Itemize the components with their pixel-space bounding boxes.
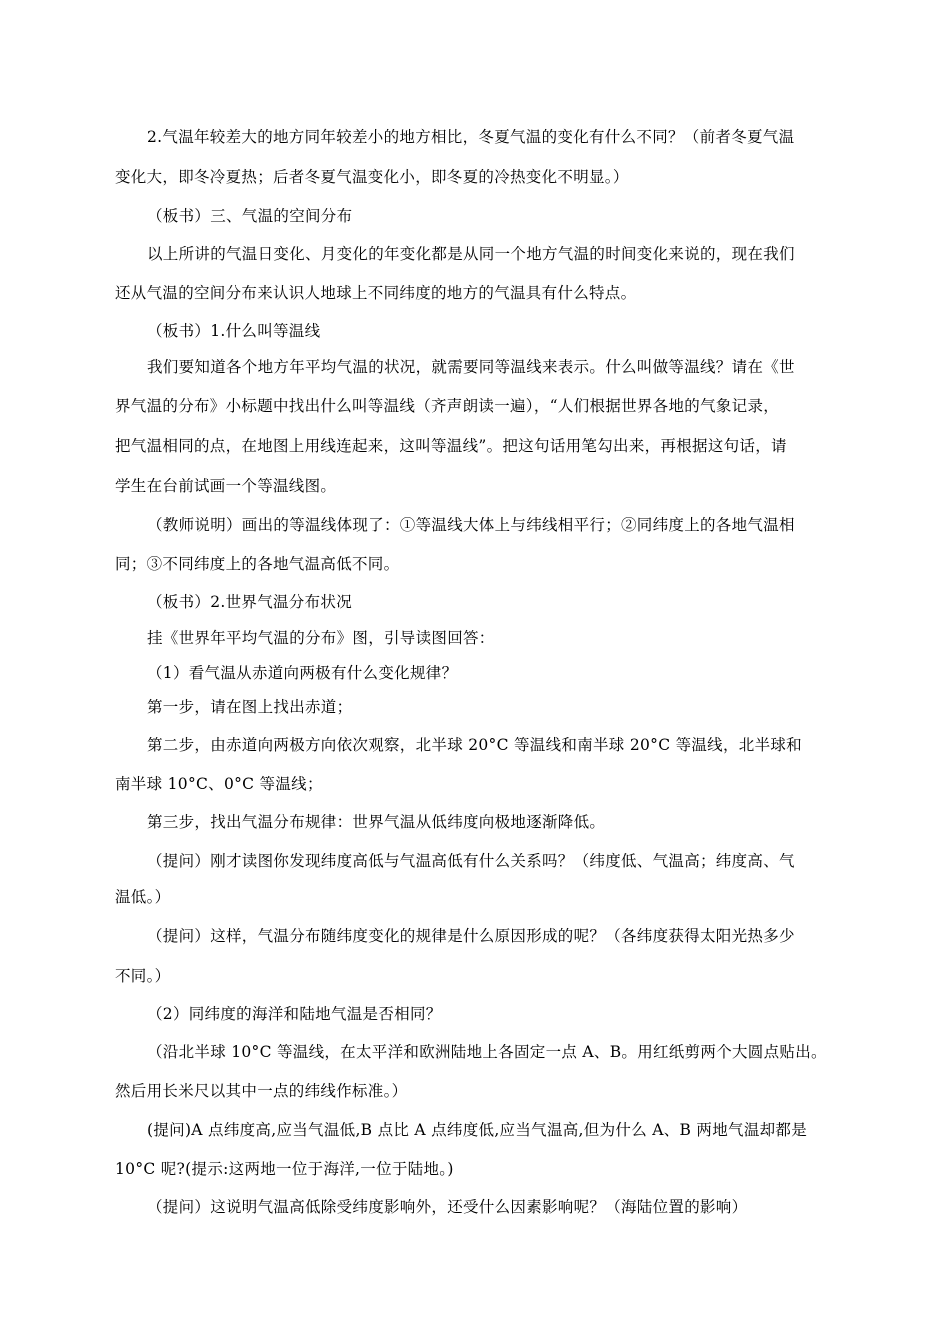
- paragraph-line: 学生在台前试画一个等温线图。: [115, 477, 337, 495]
- paragraph-line: 不同。）: [115, 967, 171, 985]
- paragraph-line: (提问)A 点纬度高,应当气温低,B 点比 A 点纬度低,应当气温高,但为什么 A、B 两地气温却都是: [147, 1121, 808, 1139]
- paragraph-line: 南半球 10°C、0°C 等温线；: [115, 775, 323, 793]
- paragraph-line: 10°C 呢?(提示:这两地一位于海洋,一位于陆地。): [115, 1160, 454, 1178]
- paragraph-line: 变化大，即冬冷夏热；后者冬夏气温变化小，即冬夏的冷热变化不明显。）: [115, 168, 629, 186]
- paragraph-line: 界气温的分布》小标题中找出什么叫等温线（齐声朗读一遍），“人们根据世界各地的气象记录，: [115, 397, 780, 415]
- paragraph-line: （提问）这说明气温高低除受纬度影响外，还受什么因素影响呢？（海陆位置的影响）: [147, 1198, 748, 1216]
- paragraph-line: 同；③不同纬度上的各地气温高低不同。: [115, 555, 400, 573]
- paragraph-line: （提问）这样，气温分布随纬度变化的规律是什么原因形成的呢？（各纬度获得太阳光热多少: [147, 927, 795, 945]
- paragraph-line: 挂《世界年平均气温的分布》图，引导读图回答：: [147, 629, 495, 647]
- paragraph-line: （沿北半球 10°C 等温线，在太平洋和欧洲陆地上各固定一点 A、B。用红纸剪两个大圆点贴出。: [147, 1043, 827, 1061]
- paragraph-line: 还从气温的空间分布来认识人地球上不同纬度的地方的气温具有什么特点。: [115, 284, 637, 302]
- paragraph-line: 第三步，找出气温分布规律：世界气温从低纬度向极地逐渐降低。: [147, 813, 606, 831]
- paragraph-line: 把气温相同的点，在地图上用线连起来，这叫等温线”。把这句话用笔勾出来，再根据这句话，请: [115, 437, 787, 455]
- paragraph-line: 我们要知道各个地方年平均气温的状况，就需要同等温线来表示。什么叫做等温线？请在《世: [147, 358, 795, 376]
- paragraph-line: 第二步，由赤道向两极方向依次观察，北半球 20°C 等温线和南半球 20°C 等温线，北半球和: [147, 736, 802, 754]
- question-heading: （1）看气温从赤道向两极有什么变化规律？: [147, 664, 458, 682]
- paragraph-line: 然后用长米尺以其中一点的纬线作标准。）: [115, 1082, 408, 1100]
- paragraph-line: 温低。）: [115, 888, 171, 906]
- paragraph-line: 第一步，请在图上找出赤道；: [147, 698, 353, 716]
- board-heading: （板书）1.什么叫等温线: [147, 322, 321, 340]
- question-heading: （2）同纬度的海洋和陆地气温是否相同？: [147, 1005, 442, 1023]
- paragraph-line: （提问）刚才读图你发现纬度高低与气温高低有什么关系吗？（纬度低、气温高；纬度高、气: [147, 852, 795, 870]
- board-heading: （板书）2.世界气温分布状况: [147, 593, 352, 611]
- paragraph-line: 以上所讲的气温日变化、月变化的年变化都是从同一个地方气温的时间变化来说的，现在我们: [147, 245, 795, 263]
- paragraph-line: （教师说明）画出的等温线体现了：①等温线大体上与纬线相平行；②同纬度上的各地气温相: [147, 516, 795, 534]
- board-heading: （板书）三、气温的空间分布: [147, 207, 353, 225]
- paragraph-line: 2.气温年较差大的地方同年较差小的地方相比，冬夏气温的变化有什么不同？（前者冬夏气温: [147, 128, 795, 146]
